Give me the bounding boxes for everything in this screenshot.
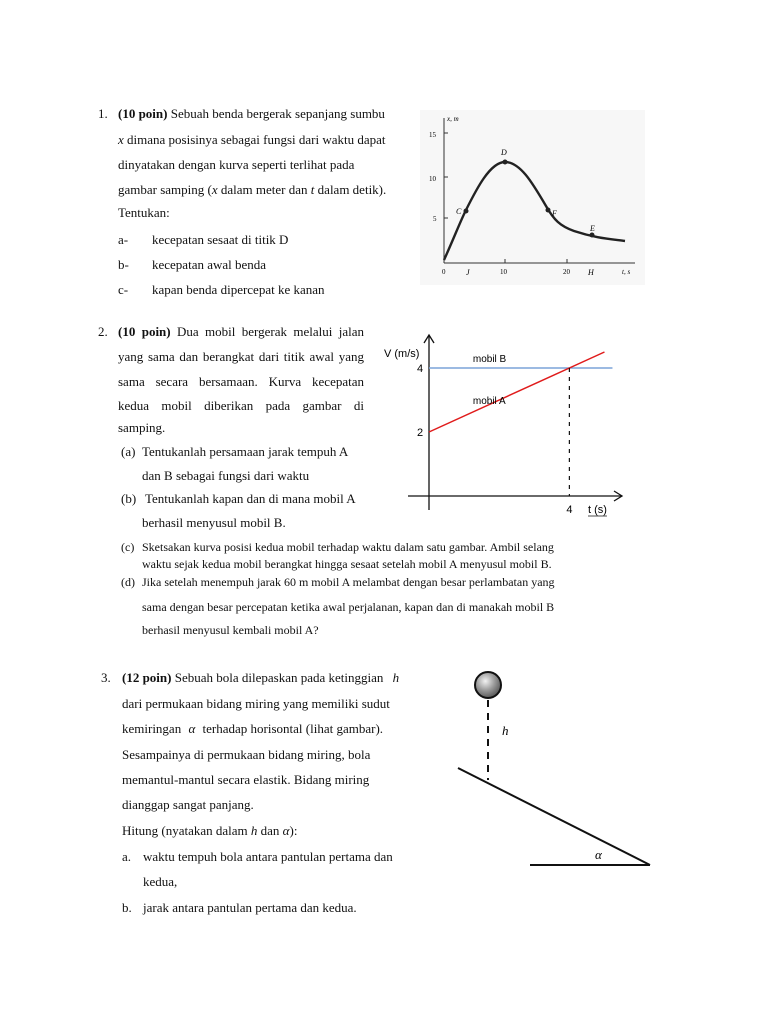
q2-c-label: (c) <box>121 540 135 554</box>
q1-point-e: E <box>590 224 595 233</box>
q2-d-label: (d) <box>121 575 135 589</box>
q1-item-c-label: c- <box>118 282 129 297</box>
q2-text-line2: yang sama dan berangkat dari titik awal yang <box>118 349 364 364</box>
q1-item-c: kapan benda dipercepat ke kanan <box>152 282 325 297</box>
q1-text-line4c: dalam detik). <box>317 182 387 197</box>
q3-text-line7c: ): <box>289 823 298 838</box>
q1-points: (10 poin) <box>118 106 168 121</box>
q3-number: 3. <box>101 670 111 685</box>
q2-b-line2: berhasil menyusul mobil B. <box>142 515 286 530</box>
q3-incline-figure <box>445 660 660 875</box>
q2-d-line1: Jika setelah menempuh jarak 60 m mobil A melambat dengan besar perlambatan yang <box>142 575 555 589</box>
q1-text-line2: dimana posisinya sebagai fungsi dari waktu dapat <box>127 132 386 147</box>
q2-text-line4: kedua mobil diberikan pada gambar di <box>118 398 364 413</box>
q1-x-tick-0: 0 <box>442 268 446 276</box>
q1-number: 1. <box>98 106 108 121</box>
q2-legend-mobil-a: mobil A <box>472 396 506 408</box>
q3-a-line2: kedua, <box>143 874 178 889</box>
q2-a-line1: Tentukanlah persamaan jarak tempuh A <box>142 444 349 459</box>
q1-x-tick-20: 20 <box>563 268 570 276</box>
q1-var-t: t <box>310 182 315 197</box>
q2-y-tick-4: 4 <box>417 363 424 375</box>
q1-y-axis-label: x, m <box>447 115 459 123</box>
q3-a-label: a. <box>122 849 132 864</box>
q1-label-h: H <box>588 268 594 277</box>
q3-height-label: h <box>502 723 509 738</box>
q3-ball <box>475 672 501 698</box>
q2-points: (10 poin) <box>118 324 171 339</box>
q2-text-line3: sama secara bersamaan. Kurva kecepatan <box>118 374 364 389</box>
q2-y-tick-2: 2 <box>417 427 424 439</box>
q3-var-alpha2: α <box>282 823 290 838</box>
q1-x-tick-10: 10 <box>500 268 507 276</box>
q2-x-tick-4: 4 <box>566 504 573 516</box>
q1-y-tick-5: 5 <box>433 215 437 223</box>
q2-velocity-time-chart <box>370 330 635 530</box>
q1-text-line1: Sebuah benda bergerak sepanjang sumbu <box>170 106 385 121</box>
q3-text-line1: Sebuah bola dilepaskan pada ketinggian <box>174 670 384 685</box>
q3-points: (12 poin) <box>122 670 172 685</box>
q2-a-label: (a) <box>121 444 136 459</box>
q3-text-line3b: terhadap horisontal (lihat gambar). <box>202 721 384 736</box>
q1-tentukan: Tentukan: <box>118 205 170 220</box>
q2-b-line1: Tentukanlah kapan dan di mana mobil A <box>145 491 356 506</box>
q3-text-line7a: Hitung (nyatakan dalam <box>122 823 248 838</box>
q1-label-j: J <box>466 268 470 277</box>
q1-point-c-marker <box>464 209 469 214</box>
q1-text-line3: dinyatakan dengan kurva seperti terlihat pada <box>118 157 355 172</box>
q3-var-h2: h <box>250 823 258 838</box>
q3-b-label: b. <box>122 900 132 915</box>
q1-item-b-label: b- <box>118 257 129 272</box>
q2-legend-mobil-b: mobil B <box>472 354 507 365</box>
q3-a-line1: waktu tempuh bola antara pantulan pertama dan <box>143 849 393 864</box>
q2-text-line1: Dua mobil bergerak melalui jalan <box>177 324 365 339</box>
q3-text-line4: Sesampainya di permukaan bidang miring, bola <box>122 747 371 762</box>
q3-var-h: h <box>392 670 400 685</box>
q1-position-time-graph <box>420 110 645 285</box>
q1-text-line4a: gambar samping ( <box>118 182 212 197</box>
q3-incline-surface <box>458 768 650 865</box>
q1-point-e-marker <box>590 233 595 238</box>
q1-var-x: x <box>118 132 124 147</box>
q3-angle-label: α <box>595 847 602 862</box>
q1-point-f-marker <box>546 208 551 213</box>
q1-point-d-marker <box>503 160 508 165</box>
q1-point-c: C <box>456 207 462 216</box>
q2-c-line1: Sketsakan kurva posisi kedua mobil terhadap waktu dalam satu gambar. Ambil selang <box>142 540 554 554</box>
q2-d-line3: berhasil menyusul kembali mobil A? <box>142 623 319 637</box>
q3-var-alpha: α <box>188 721 196 736</box>
q3-text-line3a: kemiringan <box>122 721 182 736</box>
q2-number: 2. <box>98 324 108 339</box>
q1-var-x2: x <box>211 182 218 197</box>
q3-text-line2: dari permukaan bidang miring yang memiliki sudut <box>122 696 390 711</box>
q1-y-tick-10: 10 <box>429 175 436 183</box>
q1-x-axis-label: t, s <box>622 268 631 276</box>
q2-x-axis-label: t (s) <box>588 504 607 516</box>
q2-a-line2: dan B sebagai fungsi dari waktu <box>142 468 310 483</box>
q1-point-d: D <box>501 148 507 157</box>
q2-series-mobil-a <box>429 352 604 432</box>
q3-text-line6: dianggap sangat panjang. <box>122 797 254 812</box>
q1-item-a: kecepatan sesaat di titik D <box>152 232 289 247</box>
q1-text-line4b: dalam meter dan <box>220 182 308 197</box>
q1-point-f: F <box>552 209 557 218</box>
q2-c-line2: waktu sejak kedua mobil berangkat hingga sesaat setelah mobil A menyusul mobil B. <box>142 557 552 571</box>
q3-text-line7-dan: dan <box>260 823 280 838</box>
q1-graph-background <box>420 110 645 285</box>
q3-text-line5: memantul-mantul secara elastik. Bidang miring <box>122 772 370 787</box>
q1-item-a-label: a- <box>118 232 129 247</box>
q2-d-line2: sama dengan besar percepatan ketika awal perjalanan, kapan dan di manakah mobil B <box>142 600 555 614</box>
q1-item-b: kecepatan awal benda <box>152 257 267 272</box>
q1-y-tick-15: 15 <box>429 131 436 139</box>
q3-b-text: jarak antara pantulan pertama dan kedua. <box>143 900 357 915</box>
q2-b-label: (b) <box>121 491 137 506</box>
q2-y-axis-label: V (m/s) <box>384 348 420 360</box>
q2-text-line5: samping. <box>118 420 166 435</box>
